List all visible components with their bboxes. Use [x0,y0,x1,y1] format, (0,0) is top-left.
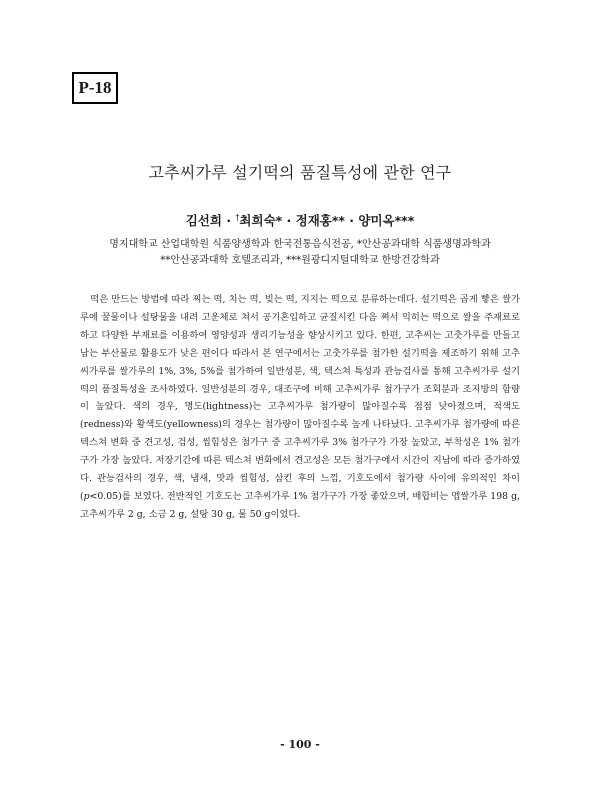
poster-id-badge [72,72,118,104]
author-list [0,211,600,229]
abstract-text-part-2: <0.05)를 보였다. 전반적인 기호도는 고추씨가루 1% 첨가구가 가장 좋았으며, 배합비는 멥쌀가루 198 g, 고추씨가루 2 g, 소금 2 g, 설탕 30 g, 물 50 g이었다. [80,490,520,520]
affiliation-line-1: 명지대학교 산업대학원 식품양생학과 한국전통음식전공, *안산공과대학 식품생명과학과 [109,239,491,250]
abstract-text-part-1: 떡은 만드는 방법에 따라 찌는 떡, 치는 떡, 빚는 떡, 지지는 떡으로 분류하는데다. 설기떡은 곱게 빻은 쌀가루에 꿀물이나 설탕물을 내려 고운체로 쳐서 공기혼입하고 균질시킨 다음 쪄서 익히는 떡으로 쌀을 주재료로 하고 다양한 부재료를 이용하여 영양성과 생리기능성을 향상시키고 있다. 한편, 고추씨는 고춧가루를 만들고 남는 부산물로 활용도가 낮은 편이다 따라서 본 연구에서는 고춧가루를 첨가한 설기떡을 제조하기 위해 고추씨가루를 쌀가루의 1%, 3%, 5%를 첨가하여 일반성분, 색, 텍스쳐 특성과 관능검사를 통해 고추씨가루 설기떡의 품질특성을 조사하였다. 일반성분의 경우, 대조구에 비해 고추씨가루 첨가구가 조회분과 조지방의 함량이 높았다. 색의 경우, 명도(lightness)는 고추씨가루 첨가량이 많아질수록 점점 낮아졌으며, 적색도(redness)와 황색도(yellowness)의 경우는 첨가량이 많아질수록 높게 나타났다. 고추씨가루 첨가량에 따른 텍스쳐 변화 중 견고성, 검성, 씹힘성은 첨가구 중 고추씨가루 3% 첨가구가 가장 높았고, 부착성은 1% 첨가구가 가장 높았다. 저장기간에 따른 텍스쳐 변화에서 견고성은 모든 첨가구에서 시간이 지남에 따라 증가하였다. 관능검사의 경우, 색, 냄새, 맛과 씹힘성, 삼킨 후의 느낌, 기호도에서 첨가량 사이에 유의적인 차이( [80,294,520,502]
author-separator: · [282,213,296,228]
author-separator: · [344,213,359,228]
author-3: 정재홍** [295,213,345,228]
author-1: 김선희 [185,213,222,228]
affiliation-line-2: **안산공과대학 호텔조리과, ***원광디지털대학교 한방건강학과 [160,255,440,266]
paper-title: 고추씨가루 설기떡의 품질특성에 관한 연구 [148,163,452,182]
author-4: 양미옥*** [358,213,415,228]
p-value-symbol: p [83,490,90,502]
page-number: - 100 - [280,738,320,751]
abstract-paragraph [80,291,520,524]
poster-id: P-18 [78,78,112,97]
author-2: 최희숙* [239,213,283,228]
abstract [80,291,520,524]
corresponding-author-mark: † [235,212,240,222]
author-separator: · [221,213,236,228]
